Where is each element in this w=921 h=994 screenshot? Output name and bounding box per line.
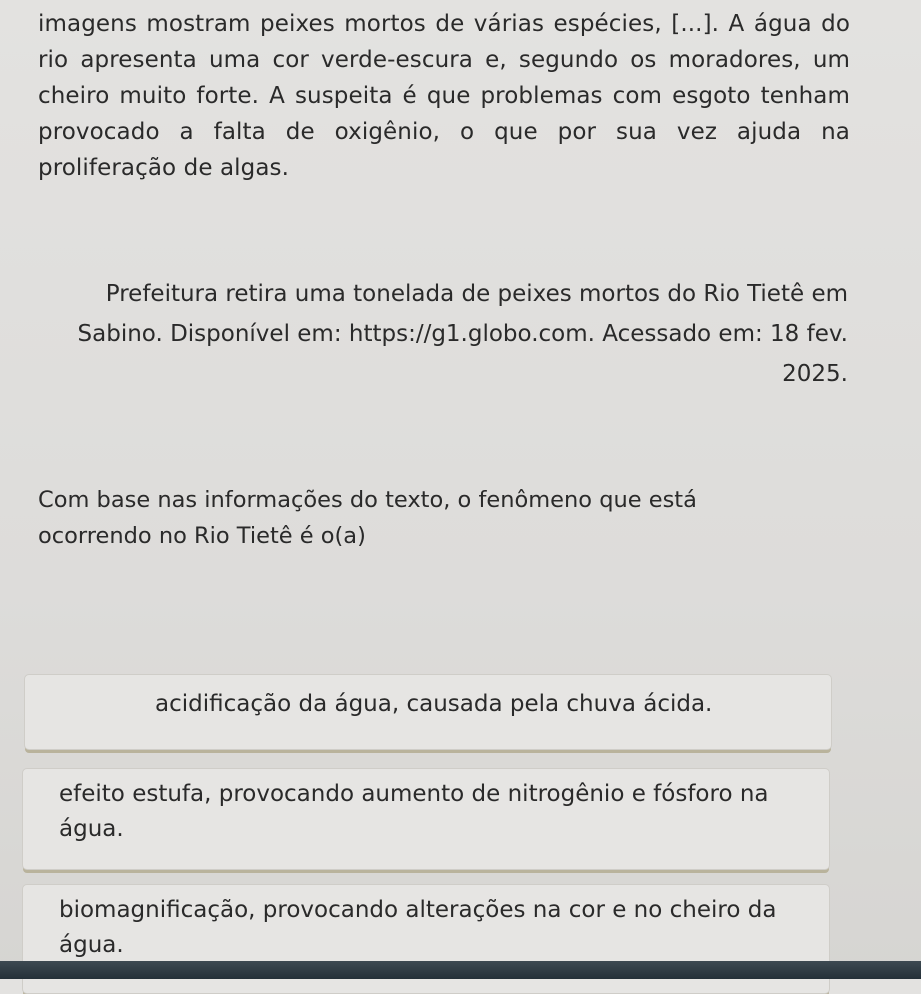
answer-option-a[interactable] <box>24 674 832 750</box>
passage-text: imagens mostram peixes mortos de várias espécies, [...]. A água do rio apresenta uma cor verde-escura e, segundo os moradores, um cheiro muito forte. A suspeita é que problemas com esgoto tenham provocado a falta de oxigênio, o que por sua vez ajuda na proliferação de algas. <box>38 11 850 181</box>
answer-option-a-label: acidificação da água, causada pela chuva ácida. <box>155 691 713 717</box>
source-citation: Prefeitura retira uma tonelada de peixes mortos do Rio Tietê em Sabino. Disponível em: https://g1.globo.com. Acessado em: 18 fev. 2025. <box>77 281 848 387</box>
answer-option-b-label: efeito estufa, provocando aumento de nitrogênio e fósforo na água. <box>59 781 769 842</box>
screen-bezel <box>0 961 921 979</box>
answer-option-b[interactable] <box>22 768 830 870</box>
question-prompt: Com base nas informações do texto, o fenômeno que está ocorrendo no Rio Tietê é o(a) <box>38 487 697 549</box>
answer-option-c-label: biomagnificação, provocando alterações na cor e no cheiro da água. <box>59 897 777 958</box>
